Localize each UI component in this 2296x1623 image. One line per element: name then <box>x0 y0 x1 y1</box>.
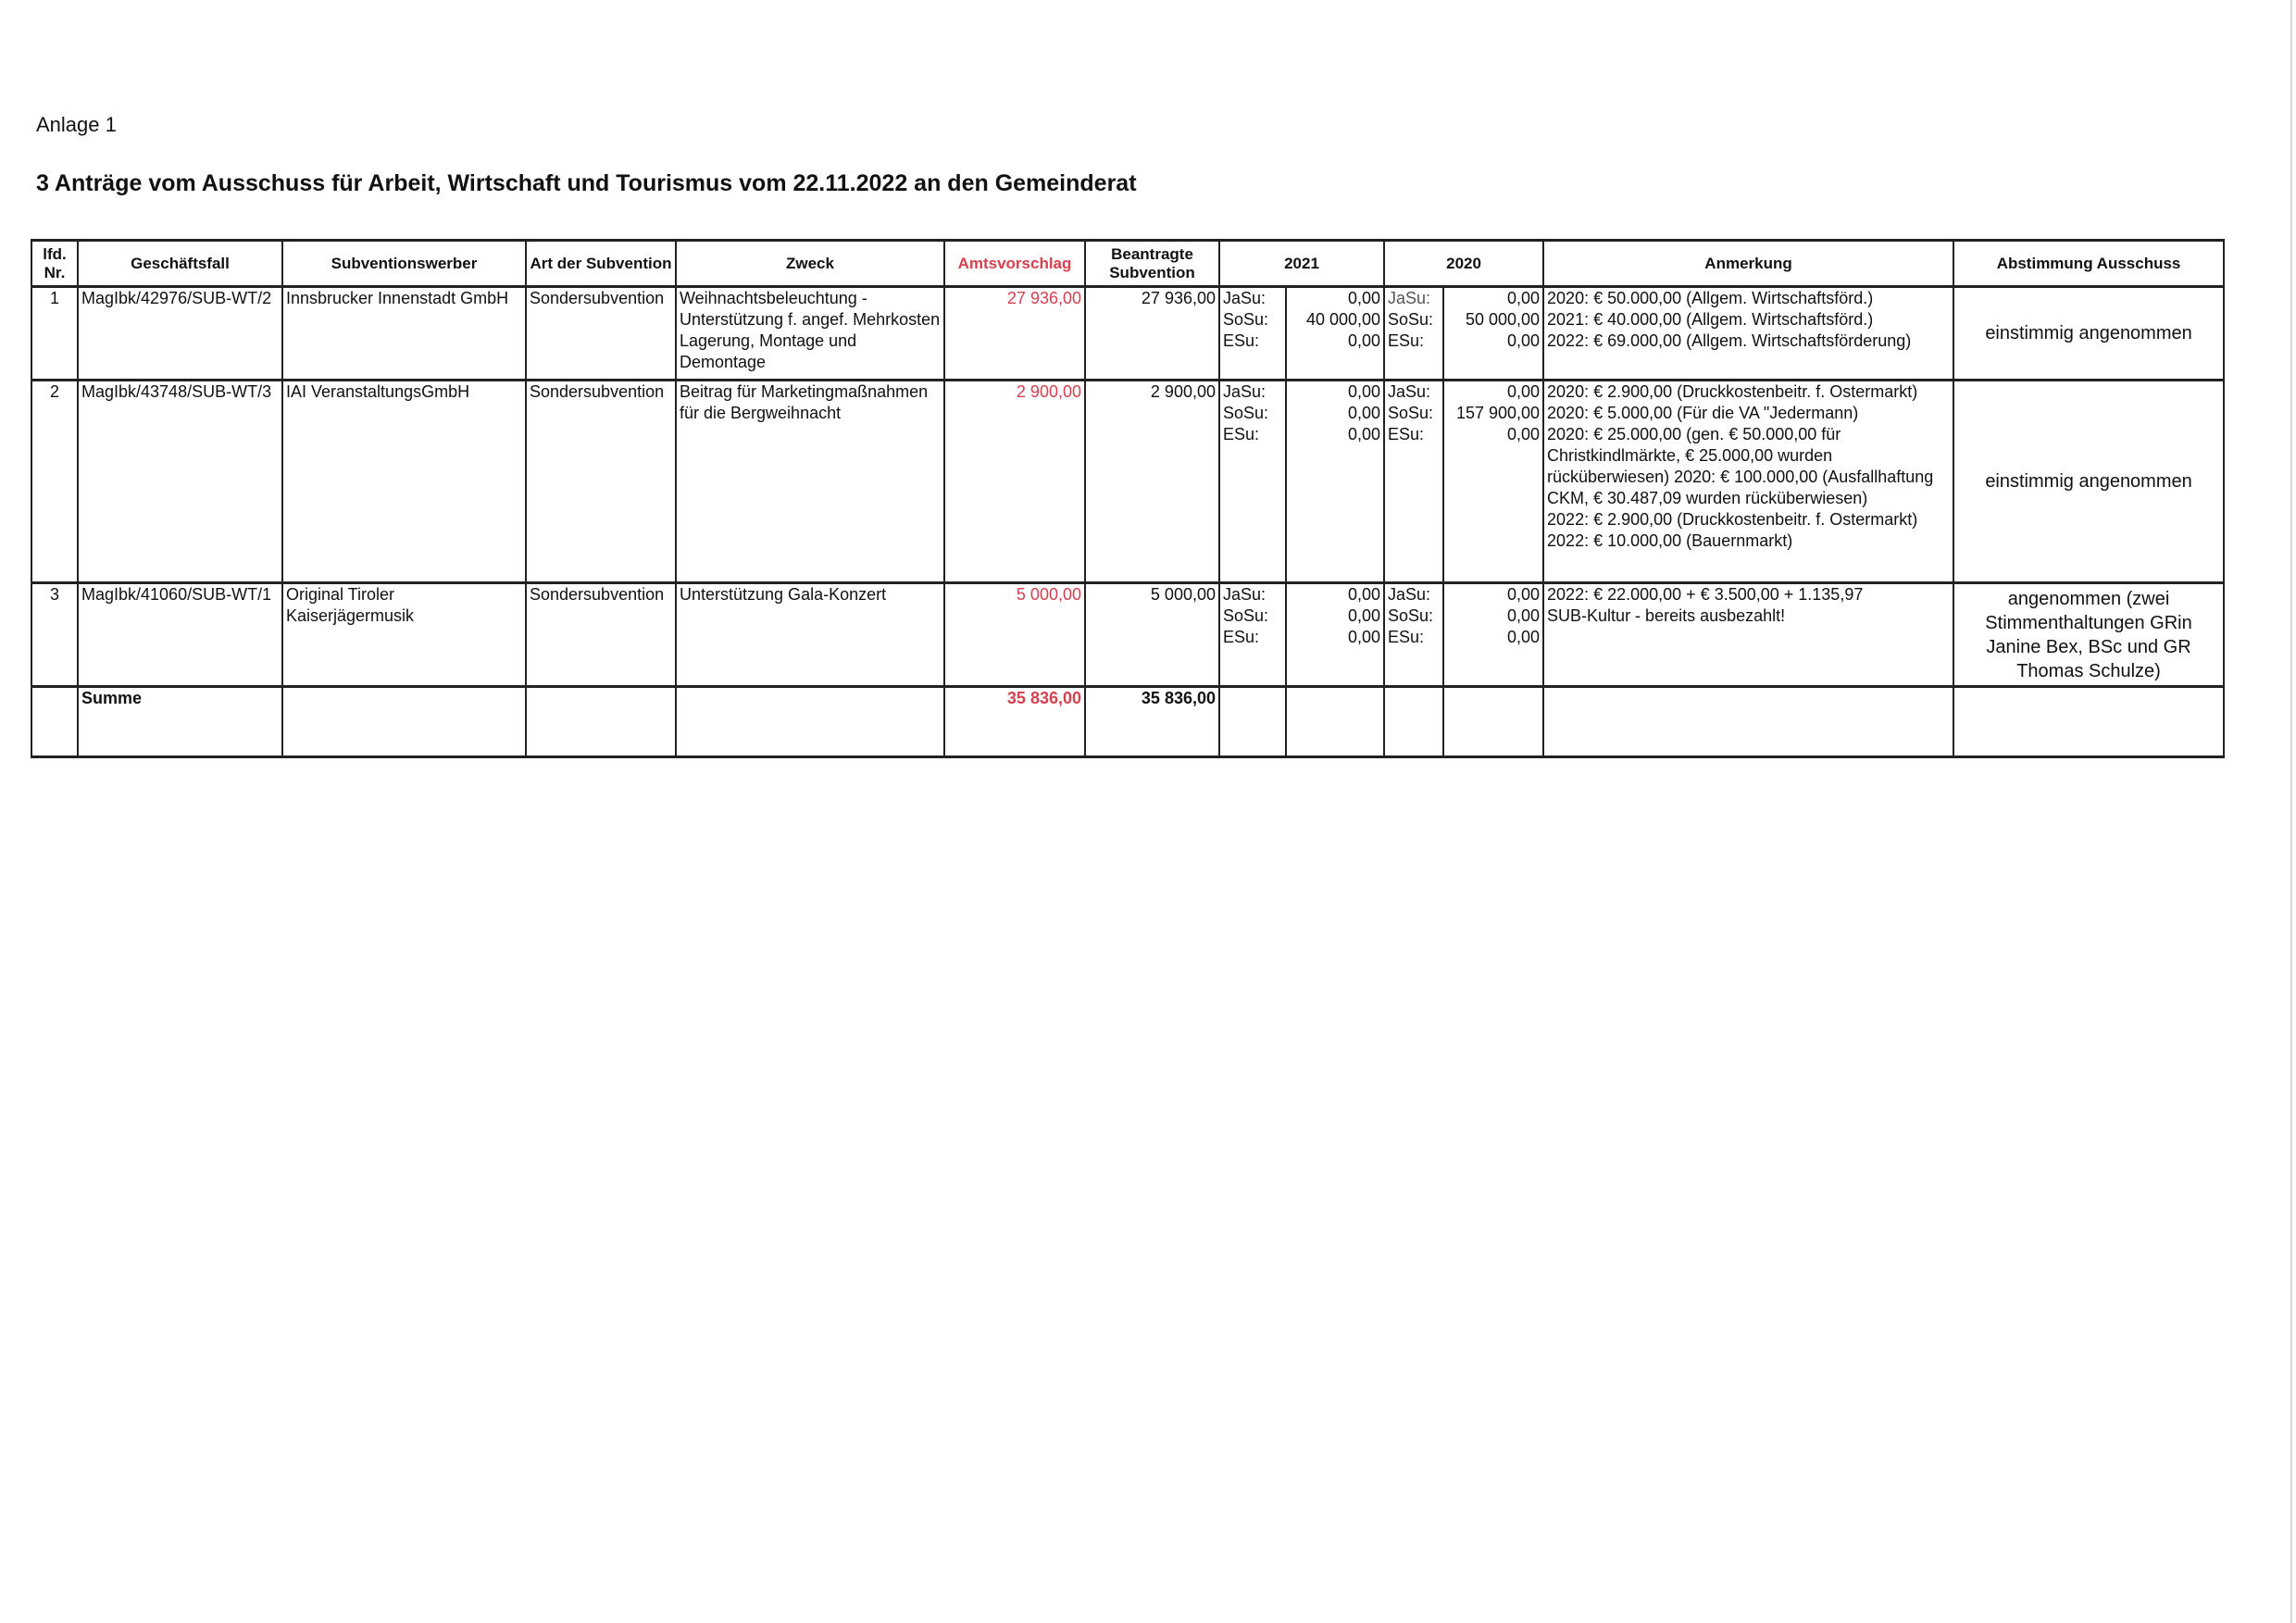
row-beantragt: 2 900,00 <box>1085 381 1219 583</box>
esu-2020-value: 0,00 <box>1506 425 1541 443</box>
summe-beantragt: 35 836,00 <box>1085 687 1219 757</box>
esu-2020-value: 0,00 <box>1506 628 1541 646</box>
geschaeftsfall-text: MagIbk/43748/SUB-WT/3 <box>81 382 272 401</box>
anmerkung-line: 2022: € 22.000,00 + € 3.500,00 + 1.135,97 <box>1547 585 1864 604</box>
table-row <box>31 287 2224 381</box>
col-header-lfd: lfd. Nr. <box>31 241 78 287</box>
col-header-2020: 2020 <box>1384 241 1543 287</box>
summe-empty-cell <box>676 687 944 757</box>
row-2021-values <box>1286 381 1384 583</box>
summe-empty-cell <box>1384 687 1443 757</box>
annex-label: Anlage 1 <box>36 113 117 136</box>
werber-text: Innsbrucker Innenstadt GmbH <box>286 289 509 307</box>
esu-label: ESu: <box>1388 628 1425 646</box>
row-2020-values <box>1443 583 1543 687</box>
anmerkung-line: 2020: € 5.000,00 (Für die VA "Jedermann) <box>1547 404 1859 422</box>
row-2020-values <box>1443 381 1543 583</box>
row-art: Sondersubvention <box>526 583 676 687</box>
row-werber <box>282 381 526 583</box>
row-2021-labels <box>1219 287 1286 381</box>
anmerkung-line: 2020: € 25.000,00 (gen. € 50.000,00 für Christkindlmärkte, € 25.000,00 wurden rücküberwiesen) 2020: € 100.000,00 (Ausfallhaftung CKM, € 30.487,09 wurden rücküberwiesen) <box>1547 425 1934 507</box>
row-werber: Original Tiroler Kaiserjägermusik <box>282 583 526 687</box>
subsidy-table <box>31 239 2225 758</box>
col-header-subventionswerber: Subventionswerber <box>282 241 526 287</box>
jasu-label: JaSu: <box>1388 585 1431 604</box>
esu-2020-value: 0,00 <box>1506 331 1541 350</box>
document-title: 3 Anträge vom Ausschuss für Arbeit, Wirtschaft und Tourismus vom 22.11.2022 an den Gemeinderat <box>36 170 1137 196</box>
col-header-geschaeftsfall: Geschäftsfall <box>78 241 282 287</box>
jasu-2020-value: 0,00 <box>1506 289 1541 307</box>
row-abstimmung: einstimmig angenommen <box>1953 287 2224 381</box>
anmerkung-line: 2022: € 10.000,00 (Bauernmarkt) <box>1547 531 1793 550</box>
geschaeftsfall-text: MagIbk/42976/SUB-WT/2 <box>81 289 272 307</box>
sosu-2020-value: 50 000,00 <box>1465 310 1541 329</box>
row-nr: 2 <box>31 381 78 583</box>
row-zweck: Unterstützung Gala-Konzert <box>676 583 944 687</box>
summe-empty-cell <box>31 687 78 757</box>
jasu-label: JaSu: <box>1223 382 1267 401</box>
anmerkung-line: 2021: € 40.000,00 (Allgem. Wirtschaftsförd.) <box>1547 310 1874 329</box>
jasu-2020-value: 0,00 <box>1506 382 1541 401</box>
summe-row <box>31 687 2224 757</box>
summe-empty-cell <box>1219 687 1286 757</box>
summe-empty-cell <box>282 687 526 757</box>
sosu-2021-value: 0,00 <box>1347 404 1381 422</box>
row-amtsvorschlag: 27 936,00 <box>944 287 1085 381</box>
summe-empty-cell <box>1443 687 1543 757</box>
esu-label: ESu: <box>1223 331 1260 350</box>
esu-label: ESu: <box>1223 628 1260 646</box>
row-beantragt: 27 936,00 <box>1085 287 1219 381</box>
row-geschaeftsfall <box>78 287 282 381</box>
col-header-abstimmung: Abstimmung Ausschuss <box>1953 241 2224 287</box>
sosu-2020-value: 0,00 <box>1506 606 1541 625</box>
row-abstimmung: einstimmig angenommen <box>1953 381 2224 583</box>
jasu-2021-value: 0,00 <box>1347 289 1381 307</box>
summe-amtsvorschlag: 35 836,00 <box>944 687 1085 757</box>
row-geschaeftsfall <box>78 583 282 687</box>
anmerkung-line: 2020: € 50.000,00 (Allgem. Wirtschaftsförd.) <box>1547 289 1874 307</box>
sosu-2021-value: 40 000,00 <box>1305 310 1381 329</box>
summe-empty-cell <box>526 687 676 757</box>
sosu-2020-value: 157 900,00 <box>1455 404 1541 422</box>
row-2020-values <box>1443 287 1543 381</box>
col-header-amtsvorschlag: Amtsvorschlag <box>944 241 1085 287</box>
jasu-2021-value: 0,00 <box>1347 382 1381 401</box>
summe-empty-cell <box>1543 687 1953 757</box>
esu-label: ESu: <box>1223 425 1260 443</box>
sosu-label: SoSu: <box>1388 606 1434 625</box>
jasu-label: JaSu: <box>1388 289 1431 307</box>
row-nr: 1 <box>31 287 78 381</box>
row-anmerkung <box>1543 583 1953 687</box>
geschaeftsfall-text: MagIbk/41060/SUB-WT/1 <box>81 585 272 604</box>
row-2021-values <box>1286 583 1384 687</box>
esu-label: ESu: <box>1388 331 1425 350</box>
table-row <box>31 381 2224 583</box>
row-zweck: Weihnachtsbeleuchtung - Unterstützung f. angef. Mehrkosten Lagerung, Montage und Demontage <box>676 287 944 381</box>
row-nr: 3 <box>31 583 78 687</box>
row-2020-labels <box>1384 287 1443 381</box>
row-abstimmung: angenommen (zwei Stimmenthaltungen GRin Janine Bex, BSc und GR Thomas Schulze) <box>1953 583 2224 687</box>
col-header-anmerkung: Anmerkung <box>1543 241 1953 287</box>
row-geschaeftsfall <box>78 381 282 583</box>
table-header-row <box>31 241 2224 287</box>
esu-label: ESu: <box>1388 425 1425 443</box>
sosu-label: SoSu: <box>1388 404 1434 422</box>
jasu-2021-value: 0,00 <box>1347 585 1381 604</box>
row-art: Sondersubvention <box>526 381 676 583</box>
sosu-label: SoSu: <box>1223 310 1269 329</box>
col-header-zweck: Zweck <box>676 241 944 287</box>
summe-empty-cell <box>1953 687 2224 757</box>
jasu-2020-value: 0,00 <box>1506 585 1541 604</box>
esu-2021-value: 0,00 <box>1347 331 1381 350</box>
sosu-2021-value: 0,00 <box>1347 606 1381 625</box>
jasu-label: JaSu: <box>1223 289 1267 307</box>
row-amtsvorschlag: 5 000,00 <box>944 583 1085 687</box>
row-anmerkung <box>1543 287 1953 381</box>
esu-2021-value: 0,00 <box>1347 628 1381 646</box>
anmerkung-line: 2022: € 69.000,00 (Allgem. Wirtschaftsförderung) <box>1547 331 1912 350</box>
sosu-label: SoSu: <box>1223 404 1269 422</box>
row-amtsvorschlag: 2 900,00 <box>944 381 1085 583</box>
row-2021-labels <box>1219 381 1286 583</box>
table-row <box>31 583 2224 687</box>
anmerkung-line: 2020: € 2.900,00 (Druckkostenbeitr. f. Ostermarkt) <box>1547 382 1918 401</box>
jasu-label: JaSu: <box>1388 382 1431 401</box>
summe-empty-cell <box>1286 687 1384 757</box>
scan-edge <box>2290 0 2292 1623</box>
row-art: Sondersubvention <box>526 287 676 381</box>
row-anmerkung <box>1543 381 1953 583</box>
col-header-beantragt: Beantragte Subvention <box>1085 241 1219 287</box>
jasu-label: JaSu: <box>1223 585 1267 604</box>
anmerkung-line: 2022: € 2.900,00 (Druckkostenbeitr. f. Ostermarkt) <box>1547 510 1918 529</box>
anmerkung-line: SUB-Kultur - bereits ausbezahlt! <box>1547 606 1786 625</box>
row-beantragt: 5 000,00 <box>1085 583 1219 687</box>
row-2020-labels <box>1384 583 1443 687</box>
col-header-2021: 2021 <box>1219 241 1384 287</box>
row-werber <box>282 287 526 381</box>
summe-label: Summe <box>78 687 282 757</box>
row-zweck: Beitrag für Marketingmaßnahmen für die Bergweihnacht <box>676 381 944 583</box>
row-2021-values <box>1286 287 1384 381</box>
esu-2021-value: 0,00 <box>1347 425 1381 443</box>
werber-text: IAI VeranstaltungsGmbH <box>286 382 470 401</box>
row-2021-labels <box>1219 583 1286 687</box>
row-2020-labels <box>1384 381 1443 583</box>
sosu-label: SoSu: <box>1388 310 1434 329</box>
sosu-label: SoSu: <box>1223 606 1269 625</box>
col-header-art: Art der Subvention <box>526 241 676 287</box>
